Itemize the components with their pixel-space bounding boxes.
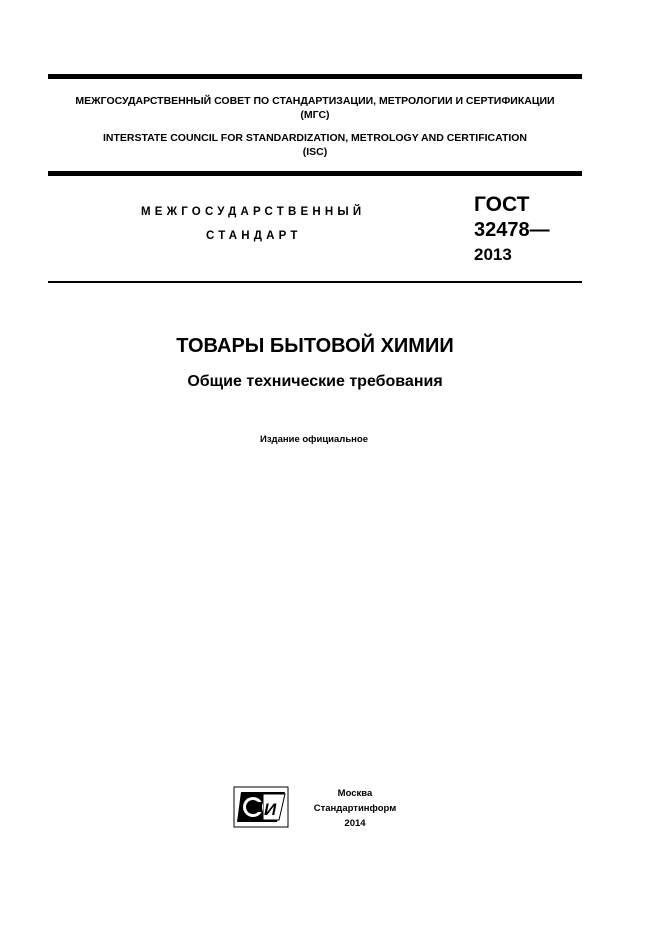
gost-number: 32478— bbox=[474, 219, 550, 241]
council-abbr-en: (ISC) bbox=[302, 146, 328, 158]
header-thin-rule bbox=[48, 281, 582, 283]
council-name-ru: МЕЖГОСУДАРСТВЕННЫЙ СОВЕТ ПО СТАНДАРТИЗАЦИИ, МЕТРОЛОГИИ И СЕРТИФИКАЦИИ bbox=[75, 95, 555, 107]
council-name-en: INTERSTATE COUNCIL FOR STANDARDIZATION, METROLOGY AND CERTIFICATION bbox=[102, 132, 528, 144]
standard-kind-line1: МЕЖГОСУДАРСТВЕННЫЙ bbox=[141, 206, 366, 218]
publisher-city: Москва bbox=[337, 788, 373, 799]
publisher-block bbox=[300, 786, 410, 831]
council-header-en bbox=[48, 131, 582, 159]
publisher-name: Стандартинформ bbox=[313, 803, 397, 814]
council-header bbox=[48, 94, 582, 122]
gost-year: 2013 bbox=[474, 245, 512, 264]
standartinform-logo-icon bbox=[233, 786, 289, 828]
publisher-year: 2014 bbox=[344, 818, 366, 829]
middle-thick-rule bbox=[48, 171, 582, 176]
edition-label: Издание официальное bbox=[260, 434, 368, 445]
top-thick-rule bbox=[48, 74, 582, 79]
gost-label: ГОСТ bbox=[474, 193, 530, 216]
council-abbr-ru: (МГС) bbox=[300, 109, 330, 121]
document-subtitle: Общие технические требования bbox=[187, 373, 443, 390]
standard-kind-line2: СТАНДАРТ bbox=[206, 230, 302, 242]
document-title: ТОВАРЫ БЫТОВОЙ ХИМИИ bbox=[176, 335, 454, 357]
svg-text:И: И bbox=[264, 800, 277, 819]
